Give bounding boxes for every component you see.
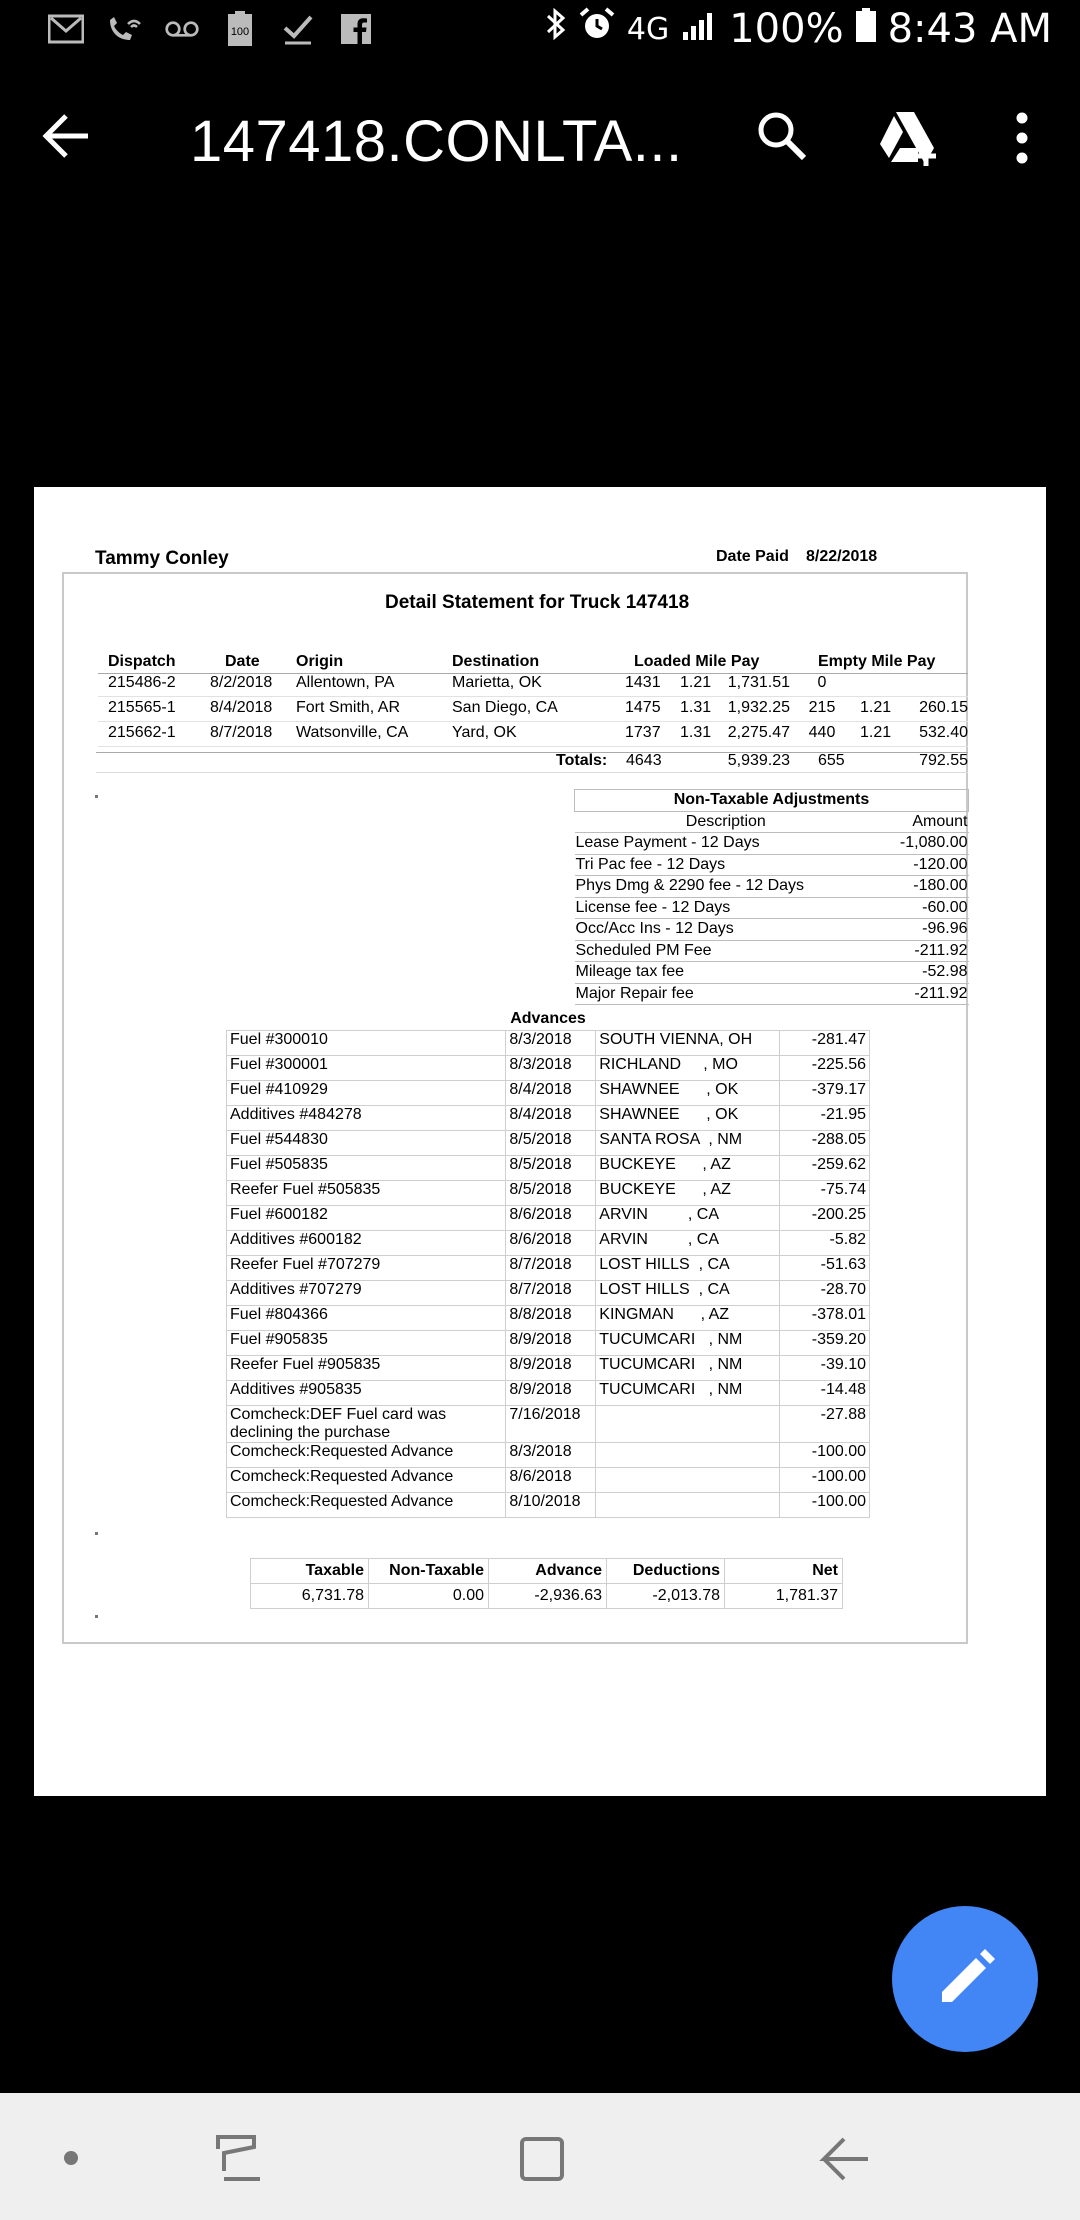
total-empty-miles: 655 <box>818 752 845 769</box>
trip-origin: Allentown, PA <box>296 674 395 691</box>
summary-header-net: Net <box>725 1559 843 1584</box>
advance-row <box>227 1031 870 1056</box>
advance-item: Additives #484278 <box>227 1106 506 1131</box>
advance-location: SHAWNEE , OK <box>596 1081 780 1106</box>
total-empty-pay: 792.55 <box>919 752 968 769</box>
advances-title: Advances <box>510 1010 586 1027</box>
adjustment-description: Lease Payment - 12 Days <box>575 833 878 855</box>
advance-location: SOUTH VIENNA, OH <box>596 1031 780 1056</box>
document-title: 147418.CONLTA... <box>190 109 683 174</box>
advance-date: 8/5/2018 <box>506 1156 596 1181</box>
advance-location <box>596 1443 780 1468</box>
advance-item: Fuel #410929 <box>227 1081 506 1106</box>
adjustment-amount: -211.92 <box>877 983 968 1005</box>
advance-date: 8/6/2018 <box>506 1206 596 1231</box>
gmail-icon <box>48 12 84 46</box>
advance-row <box>227 1381 870 1406</box>
summary-value-net: 1,781.37 <box>725 1584 843 1609</box>
advance-date: 8/5/2018 <box>506 1131 596 1156</box>
trip-destination: Marietta, OK <box>452 674 542 691</box>
signal-icon <box>681 6 717 52</box>
advance-location: SANTA ROSA , NM <box>596 1131 780 1156</box>
advance-location: ARVIN , CA <box>596 1231 780 1256</box>
advance-item: Fuel #300010 <box>227 1031 506 1056</box>
trip-empty-pay: 260.15 <box>919 699 968 716</box>
trip-loaded-miles: 1475 <box>625 699 661 716</box>
advance-amount: -379.17 <box>780 1081 870 1106</box>
adjustment-row <box>575 962 969 984</box>
advance-amount: -21.95 <box>780 1106 870 1131</box>
advance-item: Fuel #544830 <box>227 1131 506 1156</box>
advance-location: KINGMAN , AZ <box>596 1306 780 1331</box>
divider <box>618 673 968 674</box>
advance-date: 8/5/2018 <box>506 1181 596 1206</box>
advance-location <box>596 1406 780 1443</box>
advance-date: 8/4/2018 <box>506 1106 596 1131</box>
totals-label: Totals: <box>556 752 608 769</box>
total-loaded-pay: 5,939.23 <box>727 752 790 769</box>
advance-item: Comcheck:Requested Advance <box>227 1443 506 1468</box>
bluetooth-icon <box>545 6 567 52</box>
clock: 8:43 AM <box>887 6 1052 52</box>
adjustment-amount: -60.00 <box>877 897 968 919</box>
dot-icon[interactable] <box>36 2123 106 2193</box>
adjustment-row <box>575 854 969 876</box>
advance-row <box>227 1443 870 1468</box>
trip-empty-pay: 532.40 <box>919 724 968 741</box>
advance-amount: -100.00 <box>780 1443 870 1468</box>
summary-value-advance: -2,936.63 <box>489 1584 607 1609</box>
trip-date: 8/4/2018 <box>210 699 273 716</box>
adjustment-row <box>575 919 969 941</box>
alarm-icon <box>579 6 615 52</box>
battery-icon <box>856 6 876 52</box>
advance-item: Fuel #804366 <box>227 1306 506 1331</box>
wifi-calling-icon <box>106 12 142 46</box>
adjustment-row <box>575 897 969 919</box>
advance-item: Additives #600182 <box>227 1231 506 1256</box>
check-icon <box>280 12 316 46</box>
trip-loaded-pay: 2,275.47 <box>727 724 790 741</box>
advance-date: 8/9/2018 <box>506 1356 596 1381</box>
adjustment-amount: -52.98 <box>877 962 968 984</box>
advance-date: 8/8/2018 <box>506 1306 596 1331</box>
adjustment-row <box>575 940 969 962</box>
advance-item: Additives #707279 <box>227 1281 506 1306</box>
adjustment-amount: -120.00 <box>877 854 968 876</box>
trip-destination: San Diego, CA <box>452 699 558 716</box>
advance-row <box>227 1331 870 1356</box>
back-icon[interactable] <box>808 2123 878 2193</box>
trip-empty-miles: 440 <box>808 724 836 741</box>
summary-header-advance: Advance <box>489 1559 607 1584</box>
advance-item: Additives #905835 <box>227 1381 506 1406</box>
advance-location: BUCKEYE , AZ <box>596 1156 780 1181</box>
battery-100-icon <box>222 12 258 46</box>
facebook-icon <box>338 12 374 46</box>
col-header-destination: Destination <box>452 653 540 670</box>
home-icon[interactable] <box>506 2123 576 2193</box>
advance-amount: -14.48 <box>780 1381 870 1406</box>
edit-fab[interactable] <box>892 1906 1038 2052</box>
back-arrow-icon[interactable] <box>40 110 100 162</box>
advance-amount: -225.56 <box>780 1056 870 1081</box>
adjustment-row <box>575 983 969 1005</box>
advance-location <box>596 1468 780 1493</box>
trip-dispatch: 215565-1 <box>108 699 176 716</box>
adjustment-description: Tri Pac fee - 12 Days <box>575 854 878 876</box>
advance-amount: -39.10 <box>780 1356 870 1381</box>
advance-item: Fuel #505835 <box>227 1156 506 1181</box>
margin-mark <box>95 1532 98 1535</box>
col-header-dispatch: Dispatch <box>108 653 176 670</box>
adjustment-description: Phys Dmg & 2290 fee - 12 Days <box>575 876 878 898</box>
advance-amount: -75.74 <box>780 1181 870 1206</box>
trip-loaded-rate: 1.21 <box>680 674 712 691</box>
advance-amount: -259.62 <box>780 1156 870 1181</box>
adjustment-row <box>575 876 969 898</box>
advance-amount: -100.00 <box>780 1493 870 1518</box>
col-header-empty-mile-pay: Empty Mile Pay <box>818 653 936 670</box>
statement-title: Detail Statement for Truck 147418 <box>385 592 690 613</box>
advance-item: Comcheck:Requested Advance <box>227 1493 506 1518</box>
adjustment-amount: -211.92 <box>877 940 968 962</box>
trip-origin: Fort Smith, AR <box>296 699 401 716</box>
col-header-description: Description <box>575 811 878 833</box>
row-divider <box>98 721 968 722</box>
advance-row <box>227 1493 870 1518</box>
advance-date: 7/16/2018 <box>506 1406 596 1443</box>
advance-location: SHAWNEE , OK <box>596 1106 780 1131</box>
advance-amount: -359.20 <box>780 1331 870 1356</box>
advance-location: BUCKEYE , AZ <box>596 1181 780 1206</box>
col-header-date: Date <box>225 653 260 670</box>
advance-item: Reefer Fuel #505835 <box>227 1181 506 1206</box>
advance-row <box>227 1106 870 1131</box>
summary-value-deductions: -2,013.78 <box>607 1584 725 1609</box>
advance-amount: -27.88 <box>780 1406 870 1443</box>
system-status <box>545 6 1052 52</box>
margin-mark <box>95 795 98 798</box>
advance-location: TUCUMCARI , NM <box>596 1331 780 1356</box>
advances-table <box>226 1010 870 1518</box>
advance-amount: -100.00 <box>780 1468 870 1493</box>
advance-date: 8/3/2018 <box>506 1031 596 1056</box>
trip-origin: Watsonville, CA <box>296 724 409 741</box>
battery-percent: 100% <box>729 6 844 52</box>
col-header-loaded-mile-pay: Loaded Mile Pay <box>634 653 760 670</box>
advance-location <box>596 1493 780 1518</box>
advance-date: 8/7/2018 <box>506 1281 596 1306</box>
advance-location: LOST HILLS , CA <box>596 1256 780 1281</box>
adjustment-amount: -1,080.00 <box>877 833 968 855</box>
trip-empty-miles: 0 <box>817 674 827 691</box>
summary-header-taxable: Taxable <box>251 1559 369 1584</box>
total-loaded-miles: 4643 <box>626 752 662 769</box>
trip-loaded-pay: 1,932.25 <box>727 699 790 716</box>
advance-item: Fuel #905835 <box>227 1331 506 1356</box>
advance-amount: -28.70 <box>780 1281 870 1306</box>
advance-row <box>227 1281 870 1306</box>
trip-empty-miles: 215 <box>808 699 836 716</box>
advance-location: TUCUMCARI , NM <box>596 1356 780 1381</box>
adjustment-amount: -180.00 <box>877 876 968 898</box>
advance-row <box>227 1131 870 1156</box>
summary-value-taxable: 6,731.78 <box>251 1584 369 1609</box>
trip-date: 8/7/2018 <box>210 724 273 741</box>
advance-amount: -378.01 <box>780 1306 870 1331</box>
non-taxable-adjustments-table <box>574 789 969 1005</box>
advance-item: Comcheck:Requested Advance <box>227 1468 506 1493</box>
advance-item: Fuel #300001 <box>227 1056 506 1081</box>
advance-amount: -51.63 <box>780 1256 870 1281</box>
advance-row <box>227 1356 870 1381</box>
advance-date: 8/3/2018 <box>506 1056 596 1081</box>
advance-date: 8/3/2018 <box>506 1443 596 1468</box>
advance-amount: -288.05 <box>780 1131 870 1156</box>
col-header-amount: Amount <box>877 811 968 833</box>
date-paid-label: Date Paid <box>716 548 789 565</box>
advance-row <box>227 1306 870 1331</box>
voicemail-icon <box>164 12 200 46</box>
driver-name: Tammy Conley <box>95 548 229 569</box>
advance-location: LOST HILLS , CA <box>596 1281 780 1306</box>
summary-value-non-taxable: 0.00 <box>369 1584 489 1609</box>
summary-header-deductions: Deductions <box>607 1559 725 1584</box>
adjustment-description: Major Repair fee <box>575 983 878 1005</box>
row-divider <box>98 746 968 747</box>
notification-icons <box>48 12 374 46</box>
advance-amount: -5.82 <box>780 1231 870 1256</box>
advance-row <box>227 1406 870 1443</box>
trip-date: 8/2/2018 <box>210 674 273 691</box>
advance-row <box>227 1231 870 1256</box>
trip-loaded-miles: 1737 <box>625 724 661 741</box>
advance-date: 8/6/2018 <box>506 1231 596 1256</box>
advance-location: ARVIN , CA <box>596 1206 780 1231</box>
advance-amount: -200.25 <box>780 1206 870 1231</box>
app-bar <box>0 62 1080 212</box>
advance-date: 8/4/2018 <box>506 1081 596 1106</box>
advance-item: Fuel #600182 <box>227 1206 506 1231</box>
advance-row <box>227 1468 870 1493</box>
adjustment-description: Mileage tax fee <box>575 962 878 984</box>
advance-location: TUCUMCARI , NM <box>596 1381 780 1406</box>
battery-badge-text: 100 <box>230 26 250 38</box>
advance-date: 8/7/2018 <box>506 1256 596 1281</box>
network-type: 4G <box>626 11 670 47</box>
trip-loaded-rate: 1.31 <box>680 724 712 741</box>
advance-date: 8/9/2018 <box>506 1381 596 1406</box>
trip-empty-rate: 1.21 <box>860 699 892 716</box>
adjustment-description: Occ/Acc Ins - 12 Days <box>575 919 878 941</box>
advance-item: Reefer Fuel #905835 <box>227 1356 506 1381</box>
more-options-icon[interactable] <box>990 106 1054 170</box>
date-paid-value: 8/22/2018 <box>806 548 878 565</box>
trip-loaded-rate: 1.31 <box>680 699 712 716</box>
recent-apps-icon[interactable] <box>204 2123 274 2193</box>
advance-row <box>227 1256 870 1281</box>
non-taxable-title: Non-Taxable Adjustments <box>575 790 969 812</box>
advance-row <box>227 1156 870 1181</box>
advance-item: Comcheck:DEF Fuel card was declining the purchase <box>227 1406 506 1443</box>
search-icon[interactable] <box>750 106 814 170</box>
divider <box>96 772 968 773</box>
margin-mark <box>95 1615 98 1618</box>
advance-row <box>227 1056 870 1081</box>
trip-dispatch: 215662-1 <box>108 724 176 741</box>
advance-row <box>227 1206 870 1231</box>
pencil-icon <box>892 1906 1038 2052</box>
trip-loaded-miles: 1431 <box>625 674 661 691</box>
col-header-origin: Origin <box>296 653 344 670</box>
add-to-drive-icon[interactable] <box>876 106 940 170</box>
trip-loaded-pay: 1,731.51 <box>727 674 790 691</box>
row-divider <box>98 696 968 697</box>
adjustment-description: Scheduled PM Fee <box>575 940 878 962</box>
summary-header-non-taxable: Non-Taxable <box>369 1559 489 1584</box>
adjustment-row <box>575 833 969 855</box>
adjustment-description: License fee - 12 Days <box>575 897 878 919</box>
advance-item: Reefer Fuel #707279 <box>227 1256 506 1281</box>
summary-table <box>250 1558 843 1609</box>
advance-row <box>227 1181 870 1206</box>
trip-empty-rate: 1.21 <box>860 724 892 741</box>
trip-dispatch: 215486-2 <box>108 674 176 691</box>
advance-row <box>227 1081 870 1106</box>
navigation-bar <box>0 2093 1080 2220</box>
status-bar <box>0 0 1080 62</box>
trip-destination: Yard, OK <box>452 724 517 741</box>
advance-amount: -281.47 <box>780 1031 870 1056</box>
advance-date: 8/9/2018 <box>506 1331 596 1356</box>
adjustment-amount: -96.96 <box>877 919 968 941</box>
advance-date: 8/6/2018 <box>506 1468 596 1493</box>
advance-location: RICHLAND , MO <box>596 1056 780 1081</box>
advance-date: 8/10/2018 <box>506 1493 596 1518</box>
